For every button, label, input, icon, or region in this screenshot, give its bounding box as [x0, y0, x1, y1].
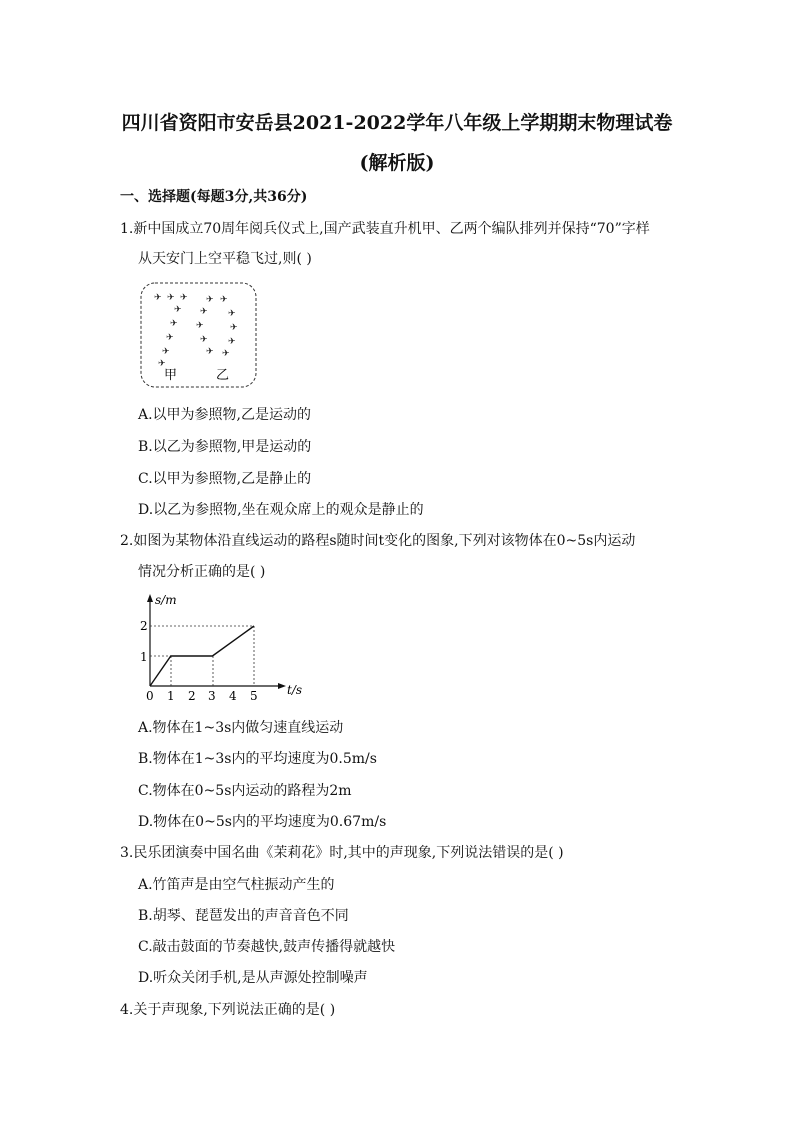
y-tick-label-2: 2 [140, 619, 148, 633]
helicopter-icon: ✈ [228, 309, 236, 319]
figure-label-jia: 甲 [164, 368, 178, 383]
question-1-option-a: A.以甲为参照物,乙是运动的 [138, 407, 312, 423]
helicopter-icon: ✈ [174, 305, 182, 315]
question-2-option-a: A.物体在1~3s内做匀速直线运动 [138, 720, 344, 736]
distance-time-graph [140, 588, 310, 708]
helicopter-icon: ✈ [167, 293, 175, 303]
x-tick-label-3: 3 [208, 689, 216, 703]
helicopter-icon: ✈ [180, 293, 188, 303]
helicopter-icon: ✈ [220, 295, 228, 305]
helicopter-icon: ✈ [162, 347, 170, 357]
x-axis-label: t/s [287, 683, 303, 697]
document-title: 四川省资阳市安岳县2021-2022学年八年级上学期期末物理试卷 [121, 112, 673, 134]
question-4-text: 4.关于声现象,下列说法正确的是( ) [120, 1002, 336, 1018]
helicopter-formation-figure [140, 282, 258, 390]
question-2-option-d: D.物体在0~5s内的平均速度为0.67m/s [138, 814, 387, 830]
helicopter-icon: ✈ [206, 295, 214, 305]
helicopter-icon: ✈ [166, 333, 174, 343]
helicopter-icon: ✈ [222, 349, 230, 359]
question-1-option-d: D.以乙为参照物,坐在观众席上的观众是静止的 [138, 502, 424, 518]
distance-time-line [150, 626, 254, 686]
helicopter-icon: ✈ [200, 335, 208, 345]
question-3-option-c: C.敲击鼓面的节奏越快,鼓声传播得就越快 [138, 939, 396, 955]
question-1-text: 1.新中国成立70周年阅兵仪式上,国产武装直升机甲、乙两个编队排列并保持“70”字样 [120, 221, 650, 237]
figure-label-yi: 乙 [216, 368, 230, 383]
question-2-option-c: C.物体在0~5s内运动的路程为2m [138, 783, 352, 799]
x-tick-label-5: 5 [250, 689, 258, 703]
question-3-text: 3.民乐团演奏中国名曲《茉莉花》时,其中的声现象,下列说法错误的是( ) [120, 845, 564, 861]
x-axis-arrow [278, 683, 286, 689]
helicopter-icon: ✈ [196, 321, 204, 331]
helicopter-icon: ✈ [206, 347, 214, 357]
helicopter-icon: ✈ [170, 319, 178, 329]
question-3-option-a: A.竹笛声是由空气柱振动产生的 [138, 877, 335, 893]
question-1-option-c: C.以甲为参照物,乙是静止的 [138, 471, 312, 487]
x-tick-label-4: 4 [229, 689, 237, 703]
helicopter-icon: ✈ [228, 337, 236, 347]
question-1-text-cont: 从天安门上空平稳飞过,则( ) [138, 251, 312, 267]
y-axis-arrow [147, 594, 153, 602]
question-3-option-b: B.胡琴、琵琶发出的声音音色不同 [138, 908, 349, 924]
section-heading: 一、选择题(每题3分,共36分) [120, 189, 308, 205]
y-axis-label: s/m [155, 593, 177, 607]
origin-label: 0 [146, 689, 154, 703]
question-2-option-b: B.物体在1~3s内的平均速度为0.5m/s [138, 751, 377, 767]
question-3-option-d: D.听众关闭手机,是从声源处控制噪声 [138, 970, 368, 986]
y-tick-label-1: 1 [140, 650, 148, 664]
question-1-option-b: B.以乙为参照物,甲是运动的 [138, 439, 312, 455]
question-2-text-cont: 情况分析正确的是( ) [138, 564, 266, 580]
document-subtitle: (解析版) [359, 152, 435, 174]
helicopter-icon: ✈ [200, 307, 208, 317]
question-2-text: 2.如图为某物体沿直线运动的路程s随时间t变化的图象,下列对该物体在0~5s内运动 [120, 533, 636, 549]
x-tick-label-2: 2 [188, 689, 196, 703]
helicopter-icon: ✈ [158, 359, 166, 369]
helicopter-icon: ✈ [230, 323, 238, 333]
x-tick-label-1: 1 [167, 689, 175, 703]
helicopter-icon: ✈ [154, 293, 162, 303]
